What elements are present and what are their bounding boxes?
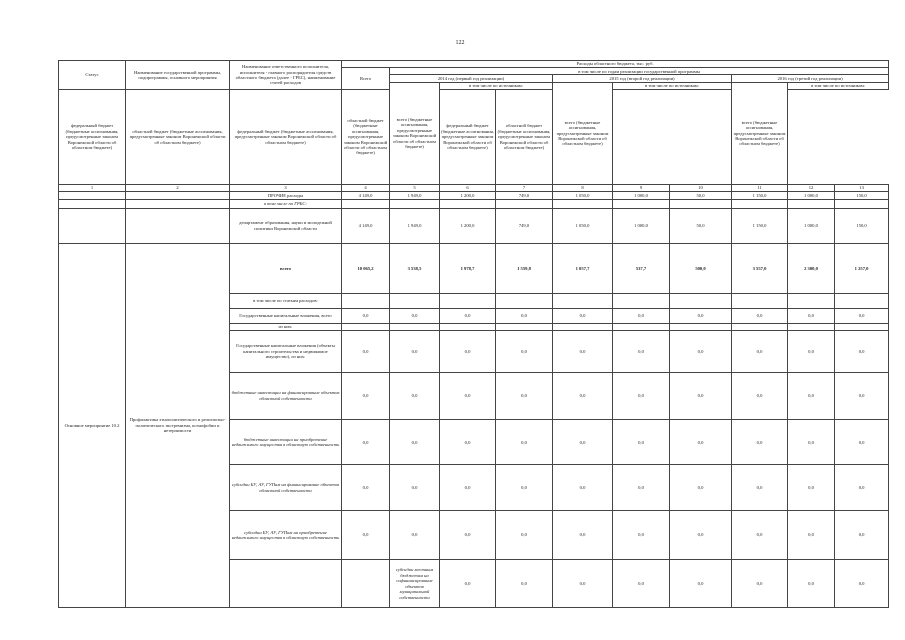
cell-value: 0,0 xyxy=(553,308,613,323)
column-number-row xyxy=(59,184,889,191)
col-number: 6 xyxy=(440,184,496,191)
header-year-2014: 2014 год (первый год реализации) xyxy=(390,75,553,82)
cell-value: 1 000,0 xyxy=(788,208,835,243)
cell-value: 0,0 xyxy=(342,510,390,560)
cell-value: 0,0 xyxy=(613,465,670,510)
header-y1-total: всего (бюджетные ассигнования, предусмотренные законом Воронежской области об областном бюджете) xyxy=(390,82,440,184)
cell-value: 0,0 xyxy=(670,420,732,465)
header-program-name: Наименование государственной программы, подпрограммы, основного мероприятия xyxy=(126,61,230,90)
cell-value: 3 538,5 xyxy=(390,243,440,294)
cell-value: 0,0 xyxy=(390,420,440,465)
header-y2-total: всего (бюджетные ассигнования, предусмотренные законом Воронежской области об областном бюджете) xyxy=(553,82,613,184)
cell-value: 0,0 xyxy=(496,560,553,608)
cell-value: 749,0 xyxy=(496,192,553,200)
cell-value: 0,0 xyxy=(496,510,553,560)
cell-value: 0,0 xyxy=(670,372,732,419)
cell-value: 749,0 xyxy=(496,208,553,243)
col-number: 1 xyxy=(59,184,126,191)
cell-value: 0,0 xyxy=(496,420,553,465)
cell-value: 0,0 xyxy=(835,510,889,560)
cell-value: 0,0 xyxy=(670,331,732,372)
cell-value: 0,0 xyxy=(732,331,788,372)
row-label: бюджетные инвестиции на финансирование объектов областной собственности xyxy=(230,372,342,419)
cell-value: 1 057,7 xyxy=(553,243,613,294)
row-label: субсидии местным бюджетам на софинансирование объектов муниципальной собственности xyxy=(390,560,440,608)
cell-value: 10 065,2 xyxy=(342,243,390,294)
cell-value: 0,0 xyxy=(613,372,670,419)
cell-value: 0,0 xyxy=(496,308,553,323)
cell-value: 1 949,0 xyxy=(390,208,440,243)
col-number: 4 xyxy=(342,184,390,191)
col-number: 9 xyxy=(613,184,670,191)
cell-value: 0,0 xyxy=(440,308,496,323)
cell-value: 0,0 xyxy=(670,308,732,323)
cell-value: 0,0 xyxy=(613,308,670,323)
header-y3-regional: областной бюджет (бюджетные ассигнования, предусмотренные законом Воронежской области об областном бюджете) xyxy=(496,89,553,184)
cell-value: 0,0 xyxy=(342,465,390,510)
cell-value: 1 000,0 xyxy=(613,208,670,243)
cell-value: 4 149,0 xyxy=(342,192,390,200)
col-number: 11 xyxy=(732,184,788,191)
cell-value: 150,0 xyxy=(835,208,889,243)
header-status: Статус xyxy=(59,61,126,90)
header-row-1 xyxy=(59,61,889,68)
header-expenses: Расходы областного бюджета, тыс. руб. xyxy=(342,61,889,68)
cell-value: 50,0 xyxy=(670,208,732,243)
cell-value: 4 149,0 xyxy=(342,208,390,243)
cell-value: 1 150,0 xyxy=(732,208,788,243)
cell-value: 1 257,0 xyxy=(835,243,889,294)
cell-value: 1 200,0 xyxy=(440,192,496,200)
cell-value: 0,0 xyxy=(613,331,670,372)
cell-value: 0,0 xyxy=(835,372,889,419)
cell-value: 0,0 xyxy=(390,331,440,372)
row-label: субсидии БУ, АУ, ГУПам на приобретение недвижимого имущества в областную собственность xyxy=(230,510,342,560)
cell-value: 0,0 xyxy=(732,420,788,465)
row-label: субсидии БУ, АУ, ГУПам на финансирование объектов областной собственности xyxy=(230,465,342,510)
header-y3-sources: в том числе по источникам: xyxy=(788,82,889,89)
cell-value: 1 200,0 xyxy=(440,208,496,243)
cell-value: 0,0 xyxy=(496,331,553,372)
cell-value: 1 949,0 xyxy=(390,192,440,200)
cell-value: 0,0 xyxy=(440,465,496,510)
cell-value: 1 150,0 xyxy=(732,192,788,200)
row-label: всего xyxy=(230,243,342,294)
cell-value: 0,0 xyxy=(342,420,390,465)
cell-value: 537,7 xyxy=(613,243,670,294)
cell-value: 0,0 xyxy=(732,465,788,510)
cell-value: 2 300,0 xyxy=(788,243,835,294)
header-total: Всего xyxy=(342,68,390,90)
program-cell: Профилактика этнополитического и религиозно-политического экстремизма, ксенофобии и нетерпимости xyxy=(126,243,230,607)
col-number: 8 xyxy=(553,184,613,191)
cell-value: 0,0 xyxy=(835,420,889,465)
cell-value: 0,0 xyxy=(613,420,670,465)
status-cell: Основное мероприятие 10.2 xyxy=(59,243,126,607)
header-y2-sources: в том числе по источникам: xyxy=(613,82,732,89)
cell-value: 0,0 xyxy=(496,372,553,419)
cell-value: 0,0 xyxy=(613,560,670,608)
cell-value: 0,0 xyxy=(732,560,788,608)
cell-value: 0,0 xyxy=(835,560,889,608)
header-y1-sources: в том числе по источникам: xyxy=(440,82,553,89)
cell-value: 3 557,0 xyxy=(732,243,788,294)
cell-value: 0,0 xyxy=(670,510,732,560)
header-year-2015: 2015 год (второй год реализации) xyxy=(553,75,732,82)
cell-value: 0,0 xyxy=(613,510,670,560)
cell-value: 0,0 xyxy=(440,331,496,372)
cell-value: 0,0 xyxy=(553,510,613,560)
cell-value: 1 978,7 xyxy=(440,243,496,294)
cell-value: 150,0 xyxy=(835,192,889,200)
col-number: 13 xyxy=(835,184,889,191)
cell-value: 0,0 xyxy=(553,420,613,465)
table-row xyxy=(59,200,889,208)
cell-value: 1 050,0 xyxy=(553,192,613,200)
cell-value: 0,0 xyxy=(788,331,835,372)
budget-table xyxy=(58,60,889,608)
row-label: в том числе по статьям расходов: xyxy=(230,294,342,308)
header-y1-federal: федеральный бюджет (бюджетные ассигнования, предусмотренные законом Воронежской области об областном бюджете) xyxy=(59,89,126,184)
row-label: Государственные капитальные вложения, всего xyxy=(230,308,342,323)
col-number: 5 xyxy=(390,184,440,191)
header-by-years: в том числе по годам реализации государственной программы xyxy=(390,68,889,75)
page-number: 122 xyxy=(455,40,465,46)
header-executor: Наименование ответственного исполнителя, исполнителя - главного распорядителя средств областного бюджета (далее - ГРБС), наименование статей расходов xyxy=(230,61,342,90)
cell-value: 1 050,0 xyxy=(553,208,613,243)
cell-value: 0,0 xyxy=(788,420,835,465)
cell-value: 0,0 xyxy=(732,372,788,419)
cell-value: 0,0 xyxy=(553,560,613,608)
cell-value: 0,0 xyxy=(732,510,788,560)
cell-value: 1 000,0 xyxy=(613,192,670,200)
row-label: Государственные капитальные вложения (объекты капитального строительства и недвижимое имущество), из них: xyxy=(230,331,342,372)
cell-value: 50,0 xyxy=(670,192,732,200)
cell-value: 0,0 xyxy=(788,465,835,510)
row-label: ПРОЧИЕ расходы xyxy=(230,192,342,200)
header-y1-regional: областной бюджет (бюджетные ассигнования, предусмотренные законом Воронежской области об областном бюджете) xyxy=(126,89,230,184)
col-number: 3 xyxy=(230,184,342,191)
cell-value: 0,0 xyxy=(670,560,732,608)
cell-value: 0,0 xyxy=(342,308,390,323)
cell-value: 0,0 xyxy=(390,308,440,323)
cell-value: 0,0 xyxy=(390,465,440,510)
cell-value: 0,0 xyxy=(732,308,788,323)
cell-value: 0,0 xyxy=(553,331,613,372)
row-label: департамент образования, науки и молодежной политики Воронежской области xyxy=(230,208,342,243)
row-label: из них: xyxy=(230,324,342,331)
row-label: бюджетные инвестиции на приобретение недвижимого имущества в областную собственность xyxy=(230,420,342,465)
cell-value: 500,0 xyxy=(670,243,732,294)
cell-value: 0,0 xyxy=(835,331,889,372)
table-row xyxy=(59,208,889,243)
cell-value: 0,0 xyxy=(788,510,835,560)
cell-value: 0,0 xyxy=(835,308,889,323)
cell-value: 0,0 xyxy=(670,465,732,510)
cell-value: 0,0 xyxy=(440,420,496,465)
cell-value: 0,0 xyxy=(496,465,553,510)
cell-value: 1 559,8 xyxy=(496,243,553,294)
cell-value: 1 000,0 xyxy=(788,192,835,200)
col-number: 10 xyxy=(670,184,732,191)
cell-value: 0,0 xyxy=(788,560,835,608)
header-y3-total: всего (бюджетные ассигнования, предусмотренные законом Воронежской области об областном бюджете) xyxy=(732,82,788,184)
row-label: в том числе по ГРБС: xyxy=(230,200,342,208)
cell-value: 0,0 xyxy=(342,331,390,372)
cell-value: 0,0 xyxy=(342,372,390,419)
cell-value: 0,0 xyxy=(788,372,835,419)
cell-value: 0,0 xyxy=(440,560,496,608)
col-number: 7 xyxy=(496,184,553,191)
cell-value: 0,0 xyxy=(553,465,613,510)
header-y2-federal: федеральный бюджет (бюджетные ассигнования, предусмотренные законом Воронежской области об областном бюджете) xyxy=(230,89,342,184)
cell-value: 0,0 xyxy=(390,510,440,560)
header-year-2016: 2016 год (третий год реализации) xyxy=(732,75,889,82)
cell-value: 0,0 xyxy=(440,372,496,419)
col-number: 2 xyxy=(126,184,230,191)
header-y2-regional: областной бюджет (бюджетные ассигнования, предусмотренные законом Воронежской области об областном бюджете) xyxy=(342,89,390,184)
cell-value: 0,0 xyxy=(390,372,440,419)
header-y3-federal: федеральный бюджет (бюджетные ассигнования, предусмотренные законом Воронежской области об областном бюджете) xyxy=(440,89,496,184)
cell-value: 0,0 xyxy=(440,510,496,560)
col-number: 12 xyxy=(788,184,835,191)
cell-value: 0,0 xyxy=(553,372,613,419)
table-row xyxy=(59,243,889,294)
cell-value: 0,0 xyxy=(788,308,835,323)
table-row xyxy=(59,192,889,200)
cell-value: 0,0 xyxy=(835,465,889,510)
